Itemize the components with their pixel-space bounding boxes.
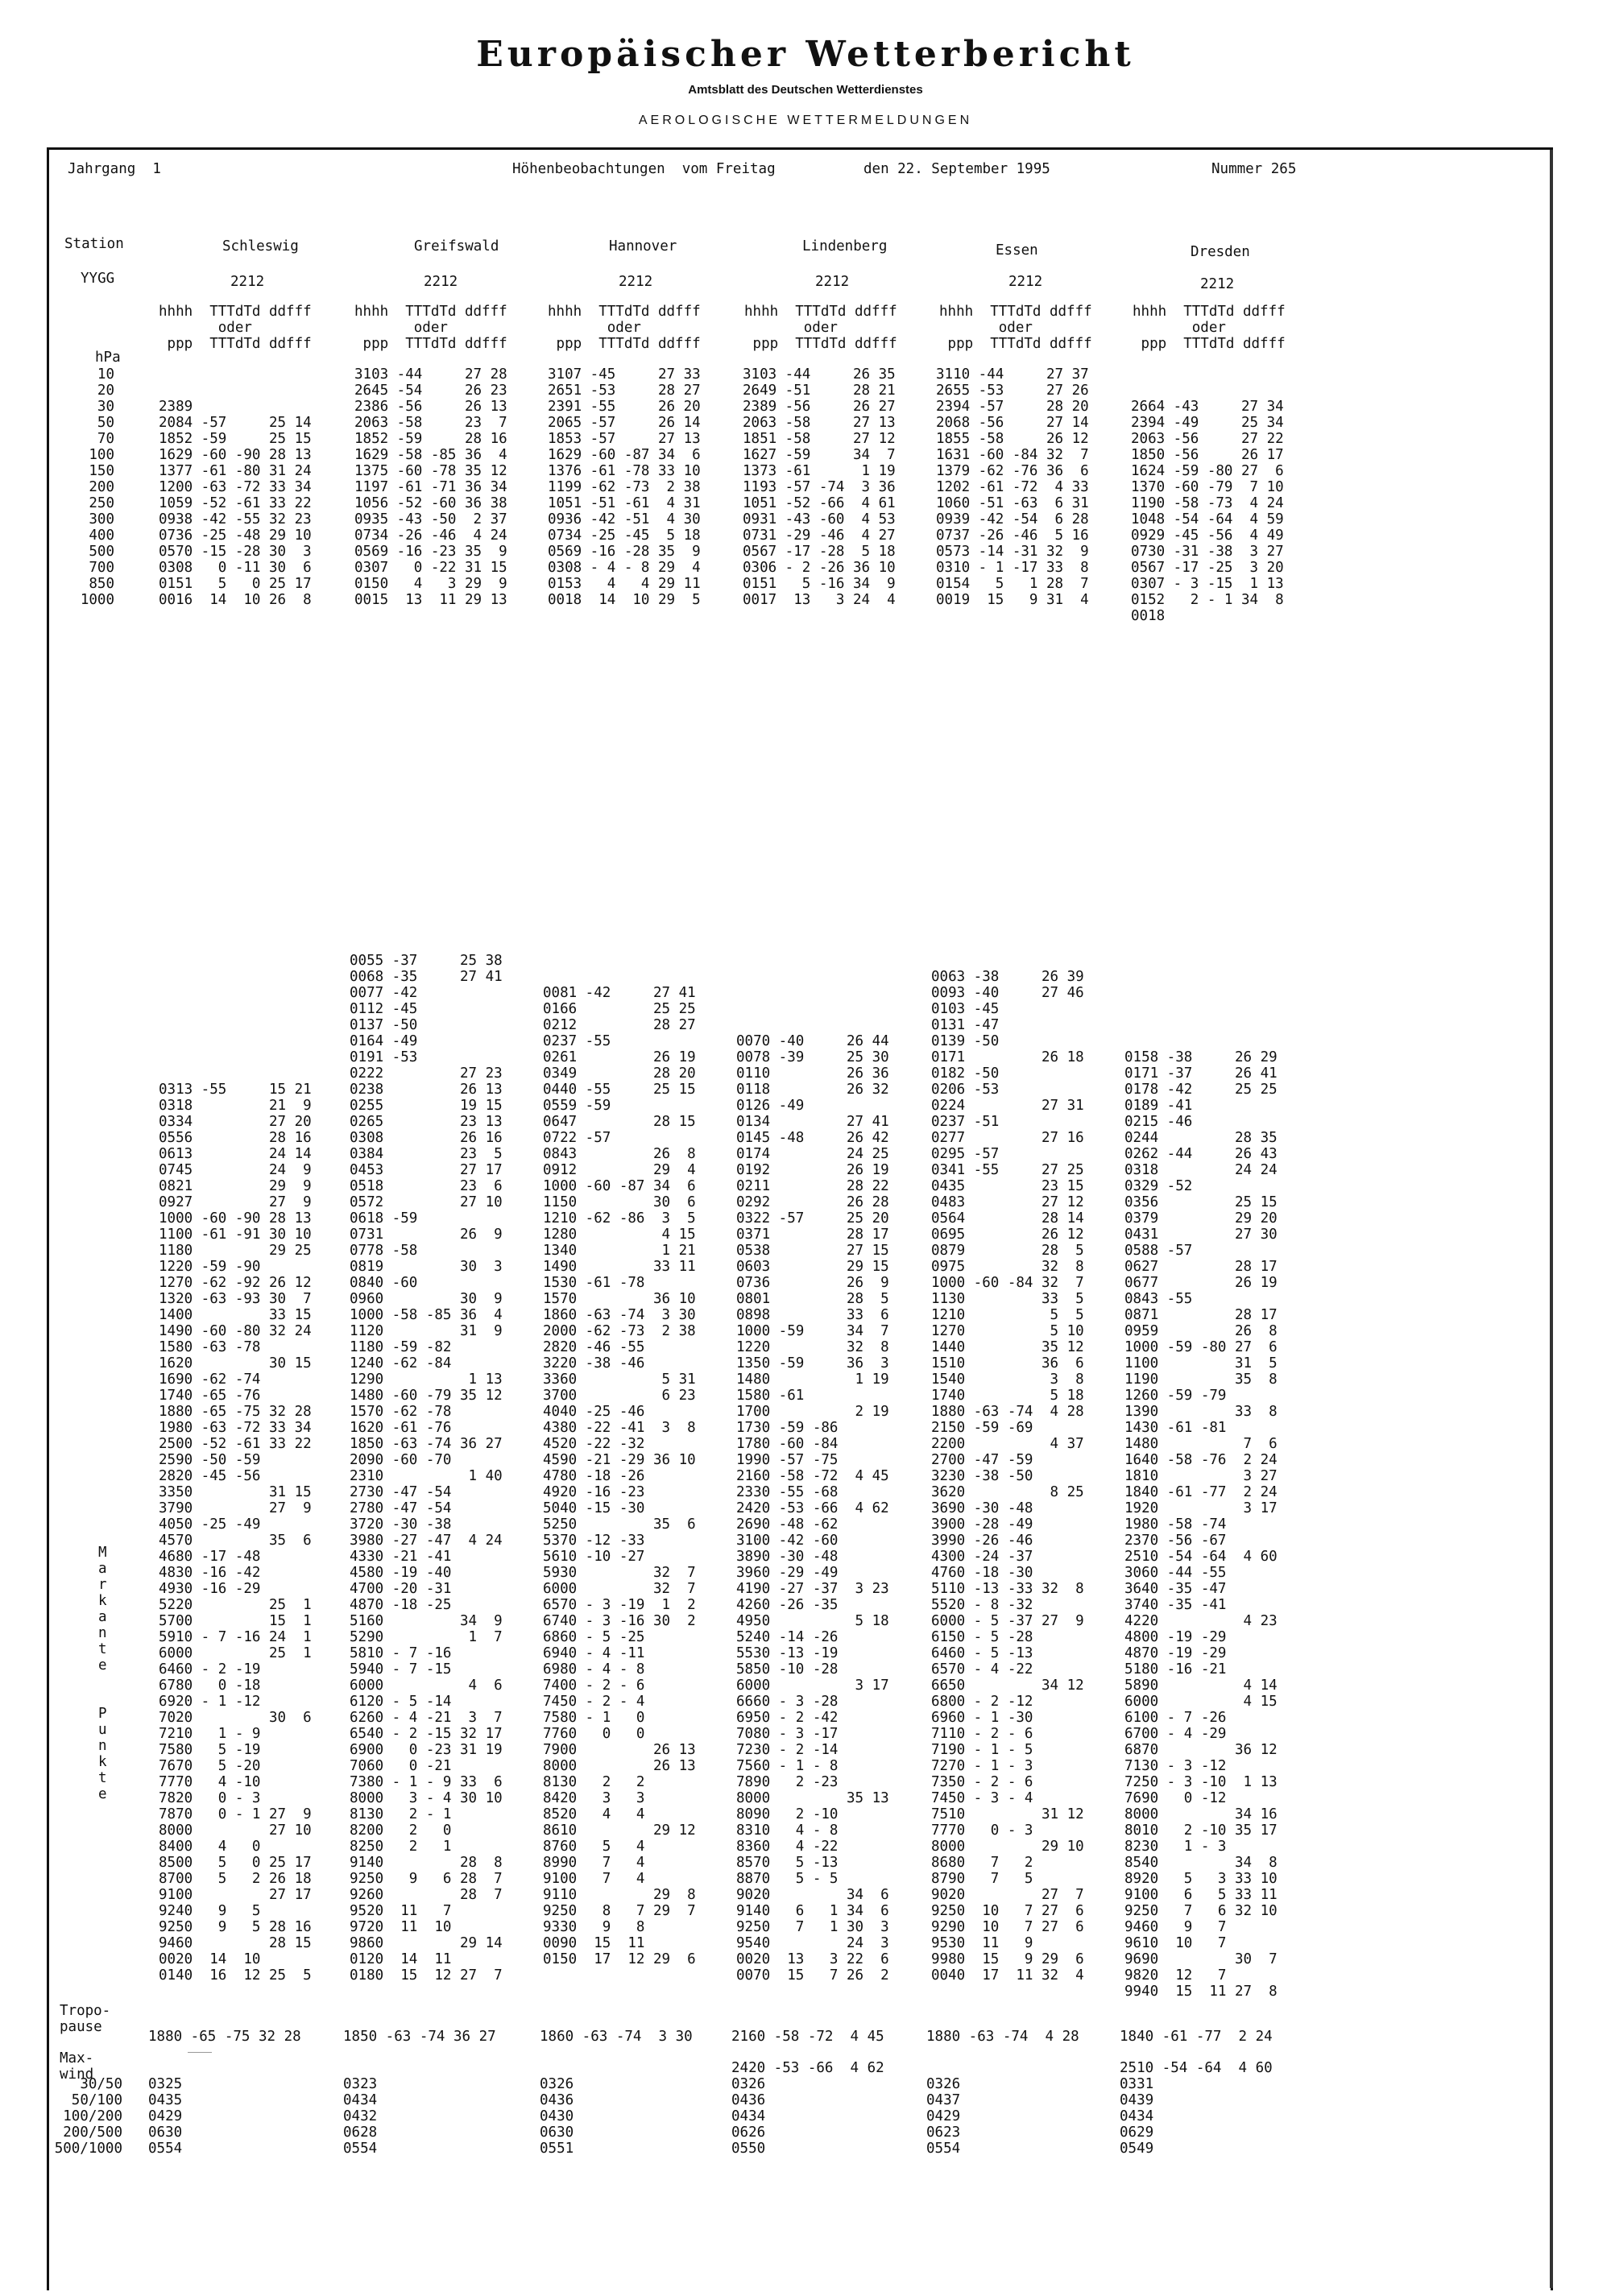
station-standard-essen: 3110 -44 27 37 2655 -53 27 26 2394 -57 28 20 2068 -56 27 14 1855 -58 26 12 1631 -60 -84 32 7 1379 -62 -76 36 6 1202 -61 -72 4 33 1060 -51 -63 6 31 0939 -42 -54 6 28 0737 -26 -46 5 16 0573 -14 -31 32 9 0310 - 1 -17 33 8 0154 5 1 28 7 0019 15 9 31 4	[936, 366, 1089, 608]
station-subheader-greifswald: hhhh TTTdTd ddfff oder ppp TTTdTd ddfff	[354, 304, 507, 352]
station-significant-schleswig: 0313 -55 15 21 0318 21 9 0334 27 20 0556 28 16 0613 24 14 0745 24 9 0821 29 9 0927 27 9 1000 -60 -90 28 13 1100 -61 -91 30 10 1180 29 25 1220 -59 -90 1270 -62 -92 26 12 1320 -63 -93 30 7 1400 33 15 1490 -60 -80 32 24 1580 -63 -78 1620 30 15 1690 -62 -74 1740 -65 -76 1880 -65 -75 32 28 1980 -63 -72 33 34 2500 -52 -61 33 22 2590 -50 -59 2820 -45 -56 3350 31 15 3790 27 9 4050 -25 -49 4570 35 6 4680 -17 -48 4830 -16 -42 4930 -16 -29 5220 25 1 5700 15 1 5910 - 7 -16 24 1 6000 25 1 6460 - 2 -19 6780 0 -18 6920 - 1 -12 7020 30 6 7210 1 - 9 7580 5 -19 7670 5 -20 7770 4 -10 7820 0 - 3 7870 0 - 1 27 9 8000 27 10 8400 4 0 8500 5 0 25 17 8700 5 2 26 18 9100 27 17 9240 9 5 9250 9 5 28 16 9460 28 15 0020 14 10 0140 16 12 25 5	[159, 1082, 312, 1984]
station-significant-dresden: 0158 -38 26 29 0171 -37 26 41 0178 -42 25 25 0189 -41 0215 -46 0244 28 35 0262 -44 26 43 0318 24 24 0329 -52 0356 25 15 0379 29 20 0431 27 30 0588 -57 0627 28 17 0677 26 19 0843 -55 0871 28 17 0959 26 8 1000 -59 -80 27 6 1100 31 5 1190 35 8 1260 -59 -79 1390 33 8 1430 -61 -81 1480 7 6 1640 -58 -76 2 24 1810 3 27 1840 -61 -77 2 24 1920 3 17 1980 -58 -74 2370 -56 -67 2510 -54 -64 4 60 3060 -44 -55 3640 -35 -47 3740 -35 -41 4220 4 23 4800 -19 -29 4870 -19 -29 5180 -16 -21 5890 4 14 6000 4 15 6100 - 7 -26 6700 - 4 -29 6870 36 12 7130 - 3 -12 7250 - 3 -10 1 13 7690 0 -12 8000 34 16 8010 2 -10 35 17 8230 1 - 3 8540 34 8 8920 5 3 33 10 9100 6 5 33 11 9250 7 6 32 10 9460 9 7 9610 10 7 9690 30 7 9820 12 7 9940 15 11 27 8	[1124, 1049, 1278, 2000]
station-yygg-lindenberg: 2212	[815, 274, 850, 290]
report-section: AEROLOGISCHE WETTERMELDUNGEN	[638, 114, 973, 127]
station-name-greifswald: Greifswald	[414, 238, 499, 254]
station-standard-schleswig: 2389 2084 -57 25 14 1852 -59 25 15 1629 -60 -90 28 13 1377 -61 -80 31 24 1200 -63 -72 33 34 1059 -52 -61 33 22 0938 -42 -55 32 23 0736 -25 -48 29 10 0570 -15 -28 30 3 0308 0 -11 30 6 0151 5 0 25 17 0016 14 10 26 8	[159, 399, 312, 608]
station-subheader-essen: hhhh TTTdTd ddfff oder ppp TTTdTd ddfff	[939, 304, 1092, 352]
maxwind-label: Max- wind	[60, 2050, 94, 2083]
tropopause-label: Tropo- pause	[60, 2003, 111, 2035]
punkte-label: P u n k t e	[98, 1706, 107, 1802]
station-yygg-dresden: 2212	[1200, 276, 1235, 292]
station-significant-lindenberg: 0070 -40 26 44 0078 -39 25 30 0110 26 36 0118 26 32 0126 -49 0134 27 41 0145 -48 26 42 0174 24 25 0192 26 19 0211 28 22 0292 26 28 0322 -57 25 20 0371 28 17 0538 27 15 0603 29 15 0736 26 9 0801 28 5 0898 33 6 1000 -59 34 7 1220 32 8 1350 -59 36 3 1480 1 19 1580 -61 1700 2 19 1730 -59 -86 1780 -60 -84 1990 -57 -75 2160 -58 -72 4 45 2330 -55 -68 2420 -53 -66 4 62 2690 -48 -62 3100 -42 -60 3890 -30 -48 3960 -29 -49 4190 -27 -37 3 23 4260 -26 -35 4950 5 18 5240 -14 -26 5530 -13 -19 5850 -10 -28 6000 3 17 6660 - 3 -28 6950 - 2 -42 7080 - 3 -17 7230 - 2 -14 7560 - 1 - 8 7890 2 -23 8000 35 13 8090 2 -10 8310 4 - 8 8360 4 -22 8570 5 -13 8870 5 - 5 9020 34 6 9140 6 1 34 6 9250 7 1 30 3 9540 24 3 0020 13 3 22 6 0070 15 7 26 2	[736, 1033, 889, 1984]
station-tropopause-dresden: 1840 -61 -77 2 24	[1120, 2029, 1273, 2045]
nummer: Nummer 265	[1211, 161, 1297, 177]
station-tropopause-schleswig: 1880 -65 -75 32 28	[148, 2029, 301, 2045]
station-tropopause-hannover: 1860 -63 -74 3 30	[540, 2029, 693, 2045]
station-name-hannover: Hannover	[609, 238, 677, 254]
hpa-label: hPa	[95, 350, 121, 366]
station-subheader-dresden: hhhh TTTdTd ddfff oder ppp TTTdTd ddfff	[1133, 304, 1286, 352]
station-yygg-greifswald: 2212	[424, 274, 458, 290]
markante-label: M a r k a n t e	[98, 1545, 107, 1673]
station-yygg-essen: 2212	[1008, 274, 1043, 290]
report-frame-shadow	[1550, 150, 1553, 2288]
station-name-lindenberg: Lindenberg	[802, 238, 888, 254]
yygg-label: YYGG	[81, 271, 115, 287]
station-standard-hannover: 3107 -45 27 33 2651 -53 28 27 2391 -55 26 20 2065 -57 26 14 1853 -57 27 13 1629 -60 -87 34 6 1376 -61 -78 33 10 1199 -62 -73 2 38 1051 -51 -61 4 31 0936 -42 -51 4 30 0734 -25 -45 5 18 0569 -16 -28 35 9 0308 - 4 - 8 29 4 0153 4 4 29 11 0018 14 10 29 5	[548, 366, 701, 608]
report-title: Europäischer Wetterbericht	[476, 34, 1135, 75]
station-standard-greifswald: 3103 -44 27 28 2645 -54 26 23 2386 -56 26 13 2063 -58 23 7 1852 -59 28 16 1629 -58 -85 36 4 1375 -60 -78 35 12 1197 -61 -71 36 34 1056 -52 -60 36 38 0935 -43 -50 2 37 0734 -26 -46 4 24 0569 -16 -23 35 9 0307 0 -22 31 15 0150 4 3 29 9 0015 13 11 29 13	[354, 366, 507, 608]
divider-dash	[188, 2052, 212, 2053]
station-significant-hannover: 0081 -42 27 41 0166 25 25 0212 28 27 0237 -55 0261 26 19 0349 28 20 0440 -55 25 15 0559 -59 0647 28 15 0722 -57 0843 26 8 0912 29 4 1000 -60 -87 34 6 1150 30 6 1210 -62 -86 3 5 1280 4 15 1340 1 21 1490 33 11 1530 -61 -78 1570 36 10 1860 -63 -74 3 30 2000 -62 -73 2 38 2820 -46 -55 3220 -38 -46 3360 5 31 3700 6 23 4040 -25 -46 4380 -22 -41 3 8 4520 -22 -32 4590 -21 -29 36 10 4780 -18 -26 4920 -16 -23 5040 -15 -30 5250 35 6 5370 -12 -33 5610 -10 -27 5930 32 7 6000 32 7 6570 - 3 -19 1 2 6740 - 3 -16 30 2 6860 - 5 -25 6940 - 4 -11 6980 - 4 - 8 7400 - 2 - 6 7450 - 2 - 4 7580 - 1 0 7760 0 0 7900 26 13 8000 26 13 8130 2 2 8420 3 3 8520 4 4 8610 29 12 8760 5 4 8990 7 4 9100 7 4 9110 29 8 9250 8 7 29 7 9330 9 8 0090 15 11 0150 17 12 29 6	[543, 985, 696, 1967]
station-subheader-hannover: hhhh TTTdTd ddfff oder ppp TTTdTd ddfff	[548, 304, 701, 352]
station-yygg-schleswig: 2212	[230, 274, 265, 290]
station-standard-dresden: 2664 -43 27 34 2394 -49 25 34 2063 -56 27 22 1850 -56 26 17 1624 -59 -80 27 6 1370 -60 -79 7 10 1190 -58 -73 4 24 1048 -54 -64 4 59 0929 -45 -56 4 49 0730 -31 -38 3 27 0567 -17 -25 3 20 0307 - 3 -15 1 13 0152 2 - 1 34 8 0018	[1131, 399, 1284, 624]
beobachtung: Höhenbeobachtungen vom Freitag	[512, 161, 776, 177]
station-maxwind-dresden: 2510 -54 -64 4 60 0331 0439 0434 0629 0549	[1120, 2060, 1273, 2157]
station-tropopause-greifswald: 1850 -63 -74 36 27	[343, 2029, 496, 2045]
jahrgang: Jahrgang 1	[68, 161, 161, 177]
station-label: Station	[64, 236, 124, 252]
station-significant-greifswald: 0055 -37 25 38 0068 -35 27 41 0077 -42 0112 -45 0137 -50 0164 -49 0191 -53 0222 27 23 0238 26 13 0255 19 15 0265 23 13 0308 26 16 0384 23 5 0453 27 17 0518 23 6 0572 27 10 0618 -59 0731 26 9 0778 -58 0819 30 3 0840 -60 0960 30 9 1000 -58 -85 36 4 1120 31 9 1180 -59 -82 1240 -62 -84 1290 1 13 1480 -60 -79 35 12 1570 -62 -78 1620 -61 -76 1850 -63 -74 36 27 2090 -60 -70 2310 1 40 2730 -47 -54 2780 -47 -54 3720 -30 -38 3980 -27 -47 4 24 4330 -21 -41 4580 -19 -40 4700 -20 -31 4870 -18 -25 5160 34 9 5290 1 7 5810 - 7 -16 5940 - 7 -15 6000 4 6 6120 - 5 -14 6260 - 4 -21 3 7 6540 - 2 -15 32 17 6900 0 -23 31 19 7060 0 -21 7380 - 1 - 9 33 6 8000 3 - 4 30 10 8130 2 - 1 8200 2 0 8250 2 1 9140 28 8 9250 9 6 28 7 9260 28 7 9520 11 7 9720 11 10 9860 29 14 0120 14 11 0180 15 12 27 7	[350, 953, 503, 1984]
pressure-levels: 10 20 30 50 70 100 150 200 250 300 400 500 700 850 1000	[80, 366, 114, 608]
layer-labels: 30/50 50/100 100/200 200/500 500/1000	[54, 2076, 122, 2157]
station-standard-lindenberg: 3103 -44 26 35 2649 -51 28 21 2389 -56 26 27 2063 -58 27 13 1851 -58 27 12 1627 -59 34 7 1373 -61 1 19 1193 -57 -74 3 36 1051 -52 -66 4 61 0931 -43 -60 4 53 0731 -29 -46 4 27 0567 -17 -28 5 18 0306 - 2 -26 36 10 0151 5 -16 34 9 0017 13 3 24 4	[743, 366, 896, 608]
report-subtitle: Amtsblatt des Deutschen Wetterdienstes	[688, 83, 923, 97]
station-maxwind-greifswald: 0323 0434 0432 0628 0554	[343, 2076, 378, 2157]
station-maxwind-essen: 0326 0437 0429 0623 0554	[926, 2076, 961, 2157]
station-subheader-lindenberg: hhhh TTTdTd ddfff oder ppp TTTdTd ddfff	[744, 304, 897, 352]
station-tropopause-essen: 1880 -63 -74 4 28	[926, 2029, 1079, 2045]
datum: den 22. September 1995	[863, 161, 1050, 177]
station-maxwind-hannover: 0326 0436 0430 0630 0551	[540, 2076, 574, 2157]
station-subheader-schleswig: hhhh TTTdTd ddfff oder ppp TTTdTd ddfff	[159, 304, 312, 352]
station-maxwind-schleswig: 0325 0435 0429 0630 0554	[148, 2076, 183, 2157]
station-name-dresden: Dresden	[1191, 244, 1250, 260]
station-name-schleswig: Schleswig	[222, 238, 299, 254]
station-significant-essen: 0063 -38 26 39 0093 -40 27 46 0103 -45 0131 -47 0139 -50 0171 26 18 0182 -50 0206 -53 0224 27 31 0237 -51 0277 27 16 0295 -57 0341 -55 27 25 0435 23 15 0483 27 12 0564 28 14 0695 26 12 0879 28 5 0975 32 8 1000 -60 -84 32 7 1130 33 5 1210 5 5 1270 5 10 1440 35 12 1510 36 6 1540 3 8 1740 5 18 1880 -63 -74 4 28 2150 -59 -69 2200 4 37 2700 -47 -59 3230 -38 -50 3620 8 25 3690 -30 -48 3900 -28 -49 3990 -26 -46 4300 -24 -37 4760 -18 -30 5110 -13 -33 32 8 5520 - 8 -32 6000 - 5 -37 27 9 6150 - 5 -28 6460 - 5 -13 6570 - 4 -22 6650 34 12 6800 - 2 -12 6960 - 1 -30 7110 - 2 - 6 7190 - 1 - 5 7270 - 1 - 3 7350 - 2 - 6 7450 - 3 - 4 7510 31 12 7770 0 - 3 8000 29 10 8680 7 2 8790 7 5 9020 27 7 9250 10 7 27 6 9290 10 7 27 6 9530 11 9 9980 15 9 29 6 0040 17 11 32 4	[931, 969, 1084, 1984]
station-yygg-hannover: 2212	[619, 274, 653, 290]
station-name-essen: Essen	[996, 242, 1038, 259]
station-maxwind-lindenberg: 2420 -53 -66 4 62 0326 0436 0434 0626 0550	[731, 2060, 884, 2157]
station-tropopause-lindenberg: 2160 -58 -72 4 45	[731, 2029, 884, 2045]
